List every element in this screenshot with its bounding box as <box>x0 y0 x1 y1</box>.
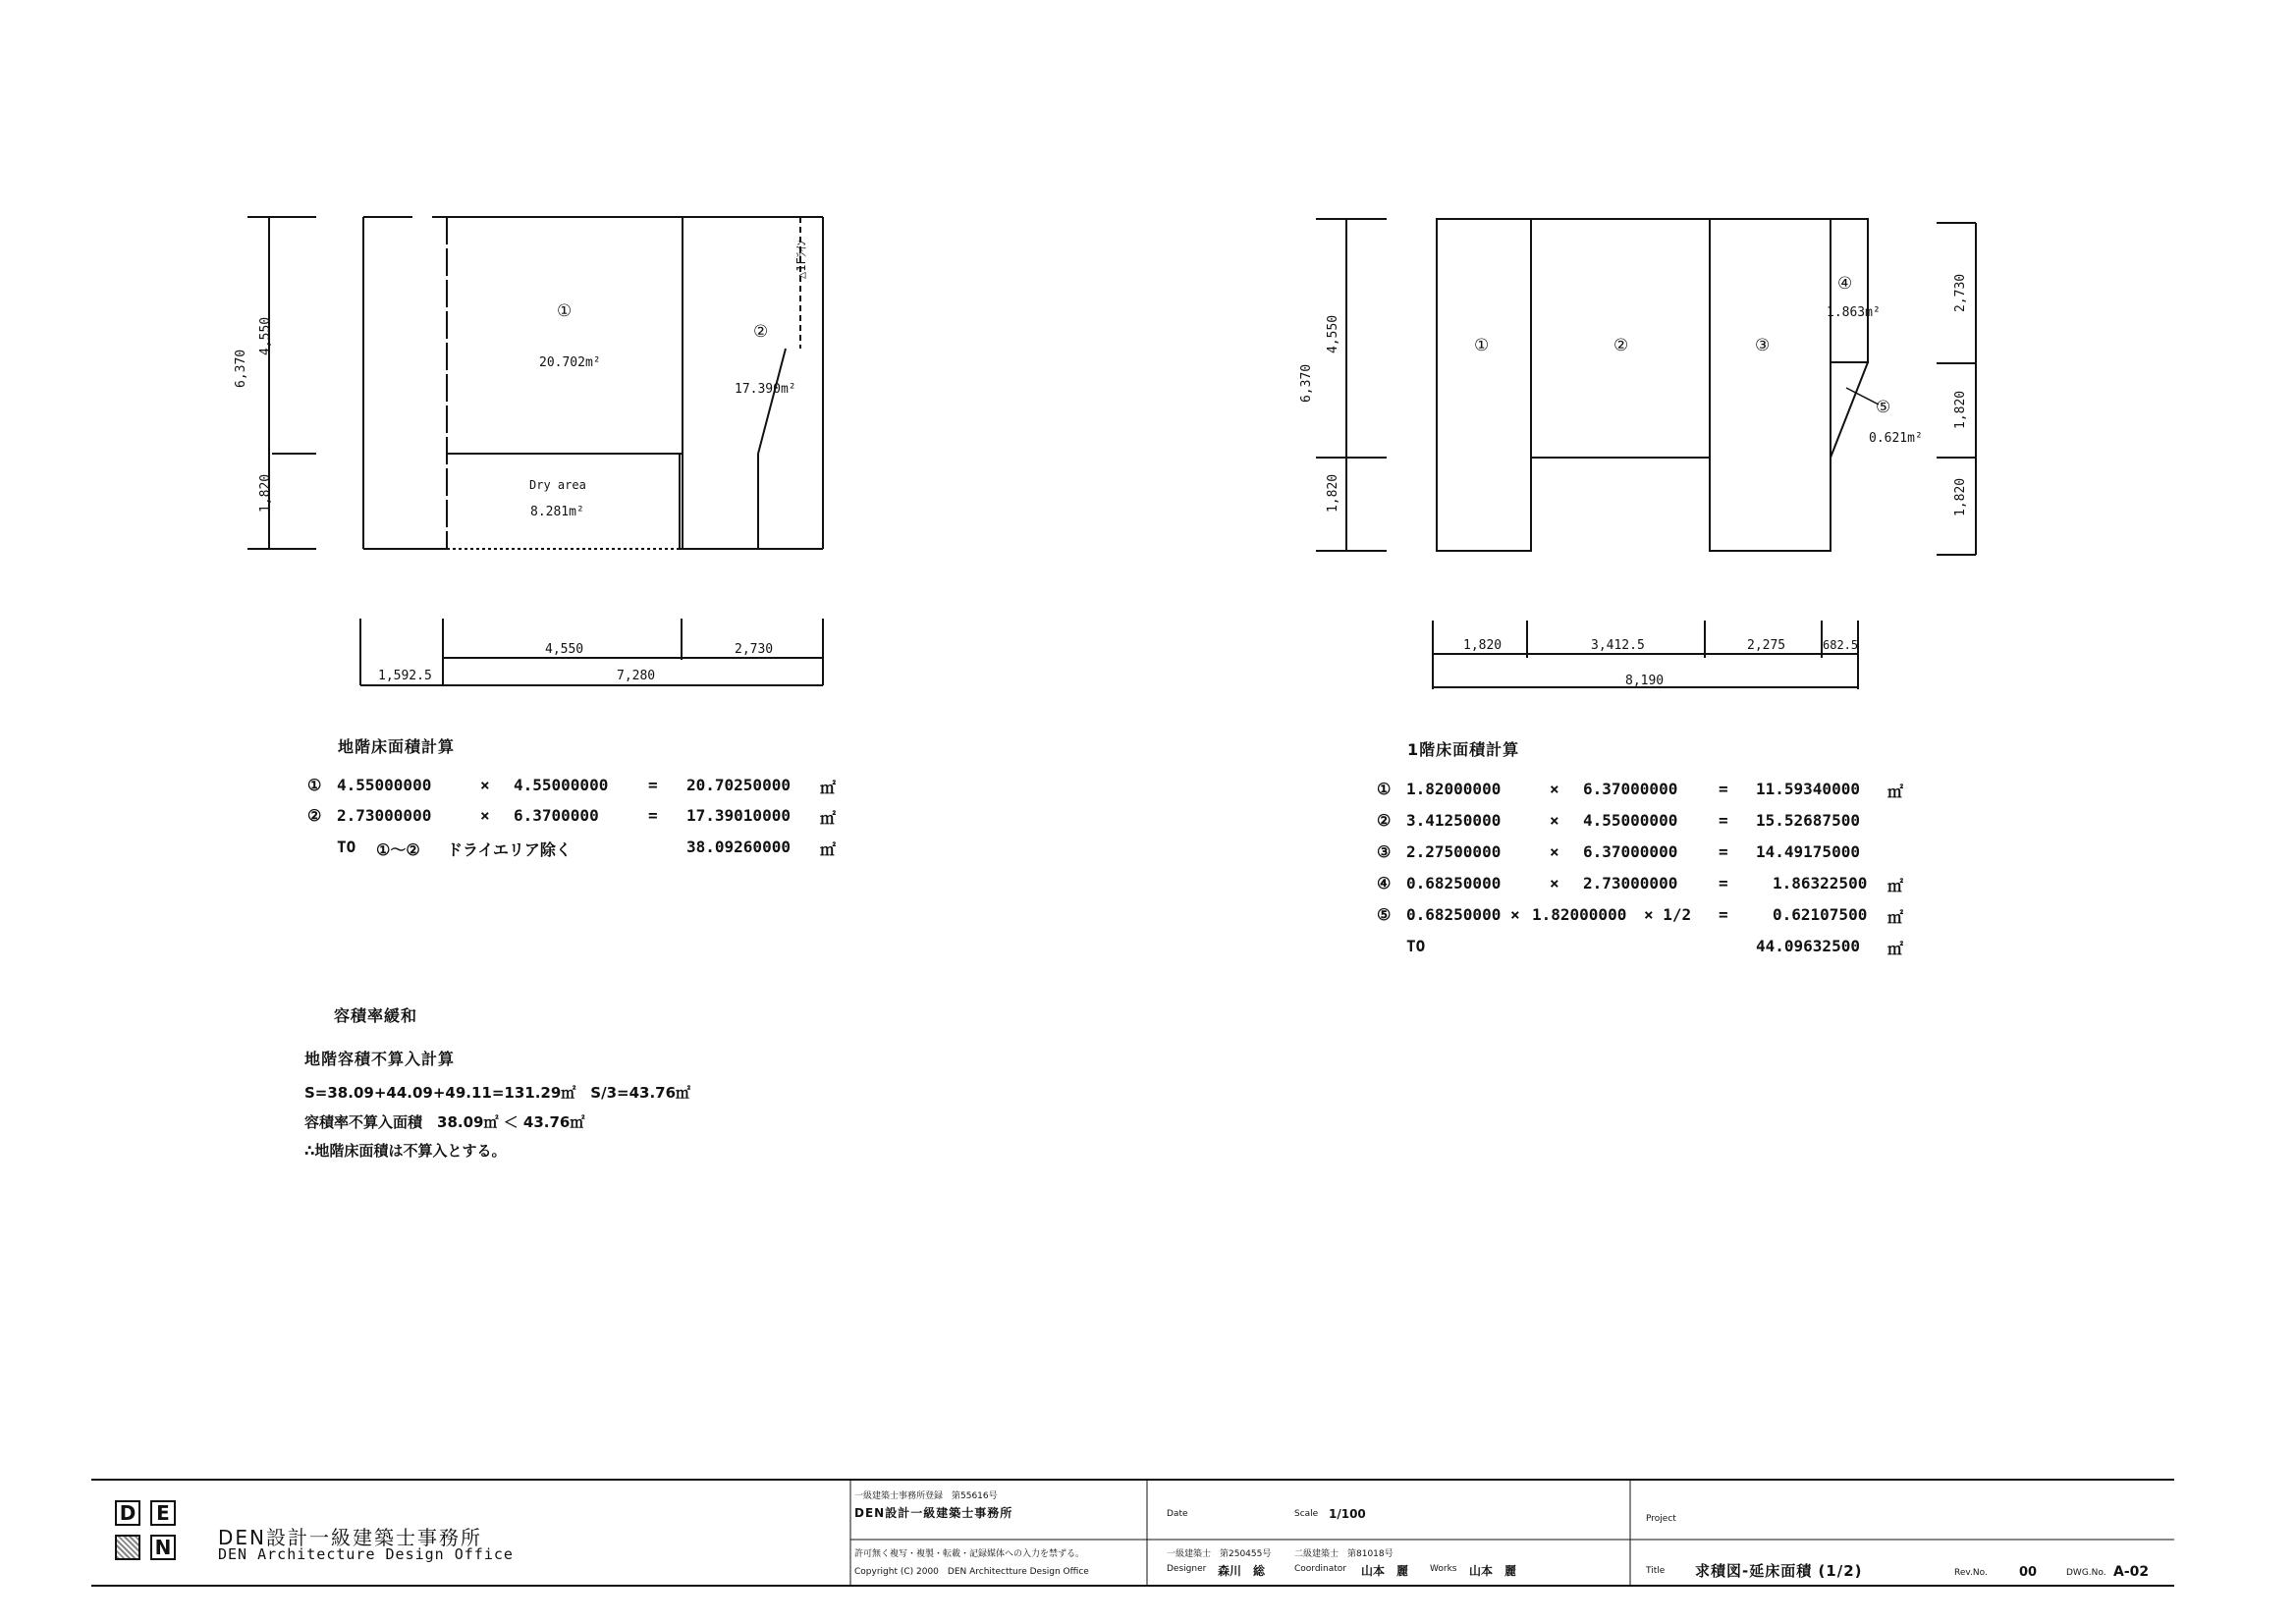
reference-line-note: △1Fﾗｲﾝ <box>794 240 808 279</box>
total-label: TO <box>1406 937 1426 955</box>
project-label: Project <box>1646 1514 1676 1524</box>
logo-letter-e: E <box>150 1500 176 1526</box>
floor1-room2-no: ② <box>1613 336 1629 355</box>
total-unit: ㎡ <box>1887 940 1904 958</box>
far-relief-title: 容積率緩和 <box>334 1006 418 1025</box>
row-b: 6.37000000 <box>1583 842 1678 861</box>
row-result: 1.86322500 <box>1773 874 1868 893</box>
row-a: 2.73000000 <box>337 806 432 825</box>
floor1-dim-2275: 2,275 <box>1747 638 1786 653</box>
row-a: 2.27500000 <box>1406 842 1502 861</box>
total-result: 44.09632500 <box>1756 937 1860 955</box>
total-range: ①～② <box>376 840 420 859</box>
floor1-room5-no: ⑤ <box>1876 398 1891 417</box>
works-label: Works <box>1430 1564 1457 1574</box>
designer-label: Designer <box>1167 1564 1207 1574</box>
total-unit: ㎡ <box>820 840 837 859</box>
copyright-jp: 許可無く複写・複製・転載・記録媒体への入力を禁ずる。 <box>854 1549 1085 1559</box>
row-no: ① <box>307 776 322 794</box>
scale-value: 1/100 <box>1329 1507 1366 1521</box>
floor1-dim-682: 682.5 <box>1823 638 1859 652</box>
row-unit: ㎡ <box>820 809 837 828</box>
floor1-dim-6370: 6,370 <box>1299 363 1314 403</box>
dry-area-label: Dry area <box>529 478 586 492</box>
logo-pattern-tile <box>115 1535 140 1560</box>
floor1-room4-area: 1.863m² <box>1827 305 1881 320</box>
rev-label: Rev.No. <box>1954 1568 1988 1578</box>
first-floor-plan <box>1316 219 1976 689</box>
floor1-dim-1820-v: 1,820 <box>1326 473 1340 513</box>
row-unit: ㎡ <box>820 779 837 797</box>
designer-name: 森川 総 <box>1218 1564 1266 1578</box>
row-result: 11.59340000 <box>1756 780 1860 798</box>
basement-dim-7280: 7,280 <box>617 669 656 683</box>
floor1-room4-no: ④ <box>1837 274 1853 294</box>
row-b: 6.37000000 <box>1583 780 1678 798</box>
row-eq: = <box>648 806 658 825</box>
logo-letter-n: N <box>150 1535 176 1560</box>
office-name-jp: DEN設計一級建築士事務所 <box>218 1526 482 1549</box>
floor1-room5-area: 0.621m² <box>1869 431 1923 446</box>
copyright-en: Copyright (C) 2000 DEN Architectture Design Office <box>854 1567 1089 1577</box>
far-relief-line2: 容積率不算入面積 38.09㎡ ＜ 43.76㎡ <box>304 1113 585 1131</box>
dwg-label: DWG.No. <box>2066 1568 2106 1578</box>
row-no: ① <box>1377 780 1392 798</box>
floor1-dim-1820-r1: 1,820 <box>1953 390 1968 429</box>
row-eq: = <box>1719 780 1728 798</box>
basement-calc-title: 地階床面積計算 <box>338 737 456 756</box>
row-no: ② <box>307 806 322 825</box>
floor1-calc-title: 1階床面積計算 <box>1407 740 1520 759</box>
basement-dim-4550-h: 4,550 <box>545 642 584 657</box>
row-eq: = <box>1719 842 1728 861</box>
far-relief-line1: S=38.09+44.09+49.11=131.29㎡ S/3=43.76㎡ <box>304 1084 691 1102</box>
office-registration: 一級建築士事務所登録 第55616号 <box>854 1491 998 1501</box>
row-result: 20.70250000 <box>686 776 791 794</box>
works-name: 山本 麗 <box>1469 1564 1517 1578</box>
row-eq: = <box>1719 811 1728 830</box>
row-no: ⑤ <box>1377 905 1392 924</box>
basement-room1-area: 20.702m² <box>539 355 601 370</box>
total-note: ドライエリア除く <box>447 840 572 859</box>
row-no: ④ <box>1377 874 1392 893</box>
row-eq: = <box>1719 905 1728 924</box>
row-op: × <box>480 776 490 794</box>
row-no: ③ <box>1377 842 1392 861</box>
far-relief-line3: ∴地階床面積は不算入とする。 <box>304 1142 507 1160</box>
row-eq: = <box>1719 874 1728 893</box>
row-result: 15.52687500 <box>1756 811 1860 830</box>
date-label: Date <box>1167 1509 1188 1519</box>
scale-label: Scale <box>1294 1509 1319 1519</box>
row-no: ② <box>1377 811 1392 830</box>
row-b: 4.55000000 <box>1583 811 1678 830</box>
floor1-dim-8190: 8,190 <box>1625 674 1665 688</box>
row-c: × 1/2 <box>1644 905 1692 924</box>
coordinator-label: Coordinator <box>1294 1564 1347 1574</box>
floor1-dim-2730-r: 2,730 <box>1953 273 1968 312</box>
row-b: 4.55000000 <box>514 776 609 794</box>
dwg-value: A-02 <box>2113 1564 2150 1580</box>
floor1-dim-1820-h: 1,820 <box>1463 638 1503 653</box>
floor1-dim-1820-r2: 1,820 <box>1953 477 1968 516</box>
row-b: 1.82000000 <box>1532 905 1627 924</box>
total-result: 38.09260000 <box>686 838 791 856</box>
basement-plan <box>247 217 823 685</box>
drawing-title: 求積図-延床面積 (1/2) <box>1695 1562 1863 1580</box>
row-op: × <box>1550 811 1559 830</box>
row-op: × <box>1510 905 1520 924</box>
row-a: 0.68250000 <box>1406 905 1502 924</box>
dry-area-value: 8.281m² <box>530 505 584 519</box>
row-op: × <box>480 806 490 825</box>
basement-room2-area: 17.390m² <box>735 382 796 397</box>
office-name-en: DEN Architecture Design Office <box>218 1545 514 1563</box>
architect2-registration: 二級建築士 第81018号 <box>1294 1549 1394 1559</box>
basement-room2-no: ② <box>753 322 769 342</box>
row-op: × <box>1550 842 1559 861</box>
basement-room1-no: ① <box>557 301 573 321</box>
row-a: 1.82000000 <box>1406 780 1502 798</box>
title-label: Title <box>1646 1566 1666 1576</box>
row-a: 4.55000000 <box>337 776 432 794</box>
basement-dim-6370: 6,370 <box>234 349 248 388</box>
office-name-small: DEN設計一級建築士事務所 <box>854 1506 1013 1520</box>
row-a: 3.41250000 <box>1406 811 1502 830</box>
architect1-registration: 一級建築士 第250455号 <box>1167 1549 1272 1559</box>
row-result: 0.62107500 <box>1773 905 1868 924</box>
floor1-dim-4550-v: 4,550 <box>1326 314 1340 353</box>
row-unit: ㎡ <box>1887 877 1904 895</box>
row-a: 0.68250000 <box>1406 874 1502 893</box>
row-eq: = <box>648 776 658 794</box>
row-op: × <box>1550 780 1559 798</box>
basement-dim-4550-v: 4,550 <box>258 316 273 355</box>
floor1-room3-no: ③ <box>1755 336 1771 355</box>
row-unit: ㎡ <box>1887 783 1904 801</box>
row-b: 2.73000000 <box>1583 874 1678 893</box>
row-op: × <box>1550 874 1559 893</box>
row-result: 17.39010000 <box>686 806 791 825</box>
row-unit: ㎡ <box>1887 908 1904 927</box>
basement-dim-1820-v: 1,820 <box>258 473 273 513</box>
floor1-dim-3412: 3,412.5 <box>1591 638 1645 653</box>
rev-value: 00 <box>2019 1565 2038 1580</box>
total-label: TO <box>337 838 356 856</box>
row-b: 6.3700000 <box>514 806 599 825</box>
row-result: 14.49175000 <box>1756 842 1860 861</box>
coordinator-name: 山本 麗 <box>1361 1564 1409 1578</box>
floor1-room1-no: ① <box>1474 336 1490 355</box>
basement-dim-1592: 1,592.5 <box>378 669 432 683</box>
basement-dim-2730-h: 2,730 <box>735 642 774 657</box>
far-relief-subtitle: 地階容積不算入計算 <box>304 1050 456 1068</box>
logo-letter-d: D <box>115 1500 140 1526</box>
